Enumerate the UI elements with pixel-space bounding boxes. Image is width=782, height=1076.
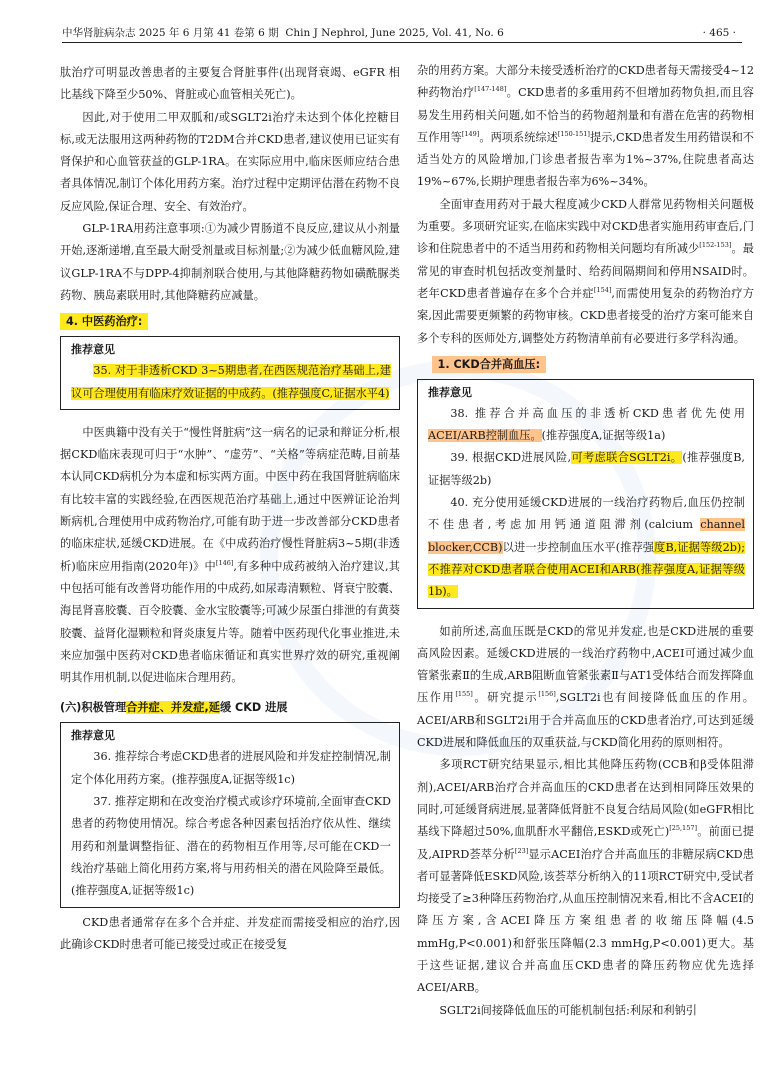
recommendation-40: 40. 充分使用延缓CKD进展的一线治疗药物后,血压仍控制不佳患者,考虑加用钙通道阻滞剂(calcium channel blocker,CCB)以进一步控制血压水平(推荐强度B,证据等级2b);不推荐对CKD患者联合使用ACEI和ARB(推荐强度A,证据等级1b)。 [428,496,745,599]
paragraph: GLP-1RA用药注意事项:①为减少胃肠道不良反应,建议从小剂量开始,逐渐递增,直至最大耐受剂量或目标剂量;②为减少低血糖风险,建议GLP-1RA不与DPP-4抑制剂联合使用,与其他降糖药物如磺酰脲类药物、胰岛素联用时,其他降糖药应减量。 [60,222,400,302]
citation: [23] [514,846,529,855]
citation: [146] [215,558,234,567]
paragraph: 多项RCT研究结果显示,相比其他降压药物(CCB和β受体阻滞剂),ACEI/ARB治疗合并高血压的CKD患者在达到相同降压效果的同时,可延缓肾病进展,显著降低肾脏不良复合结局风险(如eGFR相比基线下降超过50%,血肌酐水平翻倍,ESKD或死亡)[25,157]。前面已提及,AIPRD荟萃分析[23]显示ACEI治疗合并高血压的非糖尿病CKD患者可显著降低ESKD风险,该荟萃分析纳入的11项RCT研究中,受试者均接受了≥3种降压药物治疗,从血压控制情况来看,相比不含ACEI的降压方案,含ACEI降压方案组患者的收缩压降幅(4.5 mmHg,P<0.001)和舒张压降幅(2.3 mmHg,P<0.001)更大。基于这些证据,建议合并高血压CKD患者的降压药物应优先选择ACEI/ARB。 [417,758,754,995]
paragraph: 肽治疗可明显改善患者的主要复合肾脏事件(出现肾衰竭、eGFR 相比基线下降至少50%、肾脏或心血管相关死亡)。 [60,66,400,102]
page-number: · 465 · [702,27,736,39]
paragraph: 因此,对于使用二甲双胍和/或SGLT2i治疗未达到个体化控糖目标,或无法服用这两种药物的T2DM合并CKD患者,建议使用已证实有肾保护和心血管获益的GLP-1RA。在实际应用中,临床医师应结合患者具体情况,制订个体化用药方案。治疗过程中定期评估潜在药物不良反应风险,保证合理、安全、有效治疗。 [60,110,400,213]
citation: [149] [461,129,480,138]
section-heading-tcm: 4. 中医药治疗: [60,311,400,333]
paragraph: 全面审查用药对于最大程度减少CKD人群常见药物相关问题极为重要。多项研究证实,在临床实践中对CKD患者实施用药审查后,门诊和住院患者中的不适当用药和药物相关问题均有所减少[152-153]。最常见的审查时机包括改变剂量时、给药间隔期间和停用NSAID时。老年CKD患者普遍存在多个合并症[154],而需使用复杂的药物治疗方案,因此需要更频繁的药物审核。CKD患者接受的治疗方案可能来自多个专科的医师处方,调整处方药物清单前有必要进行多学科沟通。 [417,197,755,345]
paragraph: CKD患者通常存在多个合并症、并发症而需接受相应的治疗,因此确诊CKD时患者可能已接受过或正在接受复 [60,915,400,951]
right-column [417,60,754,1022]
citation: [155] [455,690,473,699]
recommendation-35: 35. 对于非透析CKD 3~5期患者,在西医规范治疗基础上,建议可合理使用有临床疗效证据的中成药。(推荐强度C,证据水平4) [71,364,391,400]
box-title: 推荐意见 [71,729,115,743]
recommendation-38: 38. 推荐合并高血压的非透析CKD患者优先使用ACEI/ARB控制血压。(推荐强度A,证据等级1a) [428,406,745,443]
citation: [147-148] [474,85,507,94]
recommendation-box-38-40 [417,379,754,609]
citation: [154] [593,285,612,294]
recommendation-box-36-37 [60,722,400,907]
recommendation-box-35 [60,336,400,410]
paragraph: 中医典籍中没有关于“慢性肾脏病”这一病名的记录和辩证分析,根据CKD临床表现可归于“水肿”、“虚劳”、“关格”等病症范畴,目前基本认同CKD病机分为本虚和标实两方面。中医中药在我国肾脏病临床有比较丰富的实践经验,在西医规范治疗基础上,通过中医辨证论治判断病机,合理使用中成药物治疗,可能有助于进一步改善部分CKD患者的临床症状,延缓CKD进展。在《中成药治疗慢性肾脏病3~5期(非透析)临床应用指南(2020年)》中[146],有多种中成药被纳入治疗建议,其中包括可能有改善肾功能作用的中成药,如尿毒清颗粒、肾衰宁胶囊、海昆肾喜胶囊、百令胶囊、金水宝胶囊等;可减少尿蛋白排泄的有黄葵胶囊、益肾化湿颗粒和肾炎康复片等。随着中医药现代化事业推进,未来应加强中医药对CKD患者临床循证和真实世界疗效的研究,重视阐明其作用机制,以促进临床合理用药。 [60,425,400,685]
paragraph: 如前所述,高血压既是CKD的常见并发症,也是CKD进展的重要高风险因素。延缓CKD进展的一线治疗药物中,ACEI可通过减少血管紧张素Ⅱ的生成,ARB阻断血管紧张素Ⅱ与AT1受体结合而发挥降血压作用[155]。研究提示[156],SGLT2i也有间接降低血压的作用。ACEI/ARB和SGLT2i用于合并高血压的CKD患者治疗,可达到延缓CKD进展和降低血压的双重获益,与CKD简化用药的原则相符。 [417,624,754,750]
paragraph: 杂的用药方案。大部分未接受透析治疗的CKD患者每天需接受4~12种药物治疗[147-148]。CKD患者的多重用药不但增加药物负担,而且容易发生用药相关问题,如不恰当的药物超剂量和有潜在危害的药物相互作用等[149]。两项系统综述[150-151]提示,CKD患者发生用药错误和不适当处方的风险增加,门诊患者报告率为1%~37%,住院患者高达19%~67%,长期护理患者报告率为6%~34%。 [417,64,754,189]
citation: [25,157] [669,824,698,833]
citation: [152-153] [699,241,732,250]
citation: [156] [538,690,556,699]
box-title: 推荐意见 [71,343,115,357]
recommendation-39: 39. 根据CKD进展风险,可考虑联合SGLT2i。(推荐强度B,证据等级2b) [428,451,745,487]
box-title: 推荐意见 [428,385,472,399]
header-journal-en: Chin J Nephrol, June 2025, Vol. 41, No. 6 [285,27,504,39]
paragraph: SGLT2i间接降低血压的可能机制包括:利尿和利钠引 [439,1003,697,1017]
running-header [62,22,742,43]
section-heading-comorbidities: (六)积极管理合并症、并发症,延缓 CKD 进展 [60,701,288,715]
citation: [150-151] [557,129,590,138]
left-column [60,62,400,956]
recommendation-37: 37. 推荐定期和在改变治疗模式或诊疗环境前,全面审查CKD患者的药物使用情况。综合考虑各种因素包括治疗依从性、继续用药和剂量调整指征、潜在的药物相互作用等,尽可能在CKD一线治疗基础上简化用药方案,将与用药相关的潜在风险降至最低。(推荐强度A,证据等级1c) [71,795,391,898]
section-heading-hypertension: 1. CKD合并高血压: [417,354,754,376]
recommendation-36: 36. 推荐综合考虑CKD患者的进展风险和并发症控制情况,制定个体化用药方案。(推荐强度A,证据等级1c) [71,750,391,786]
header-journal: 中华肾脏病杂志 2025 年 6 月第 41 卷第 6 期 Chin J Nephrol, June 2025, Vol. 41, No. 6 [62,27,504,39]
